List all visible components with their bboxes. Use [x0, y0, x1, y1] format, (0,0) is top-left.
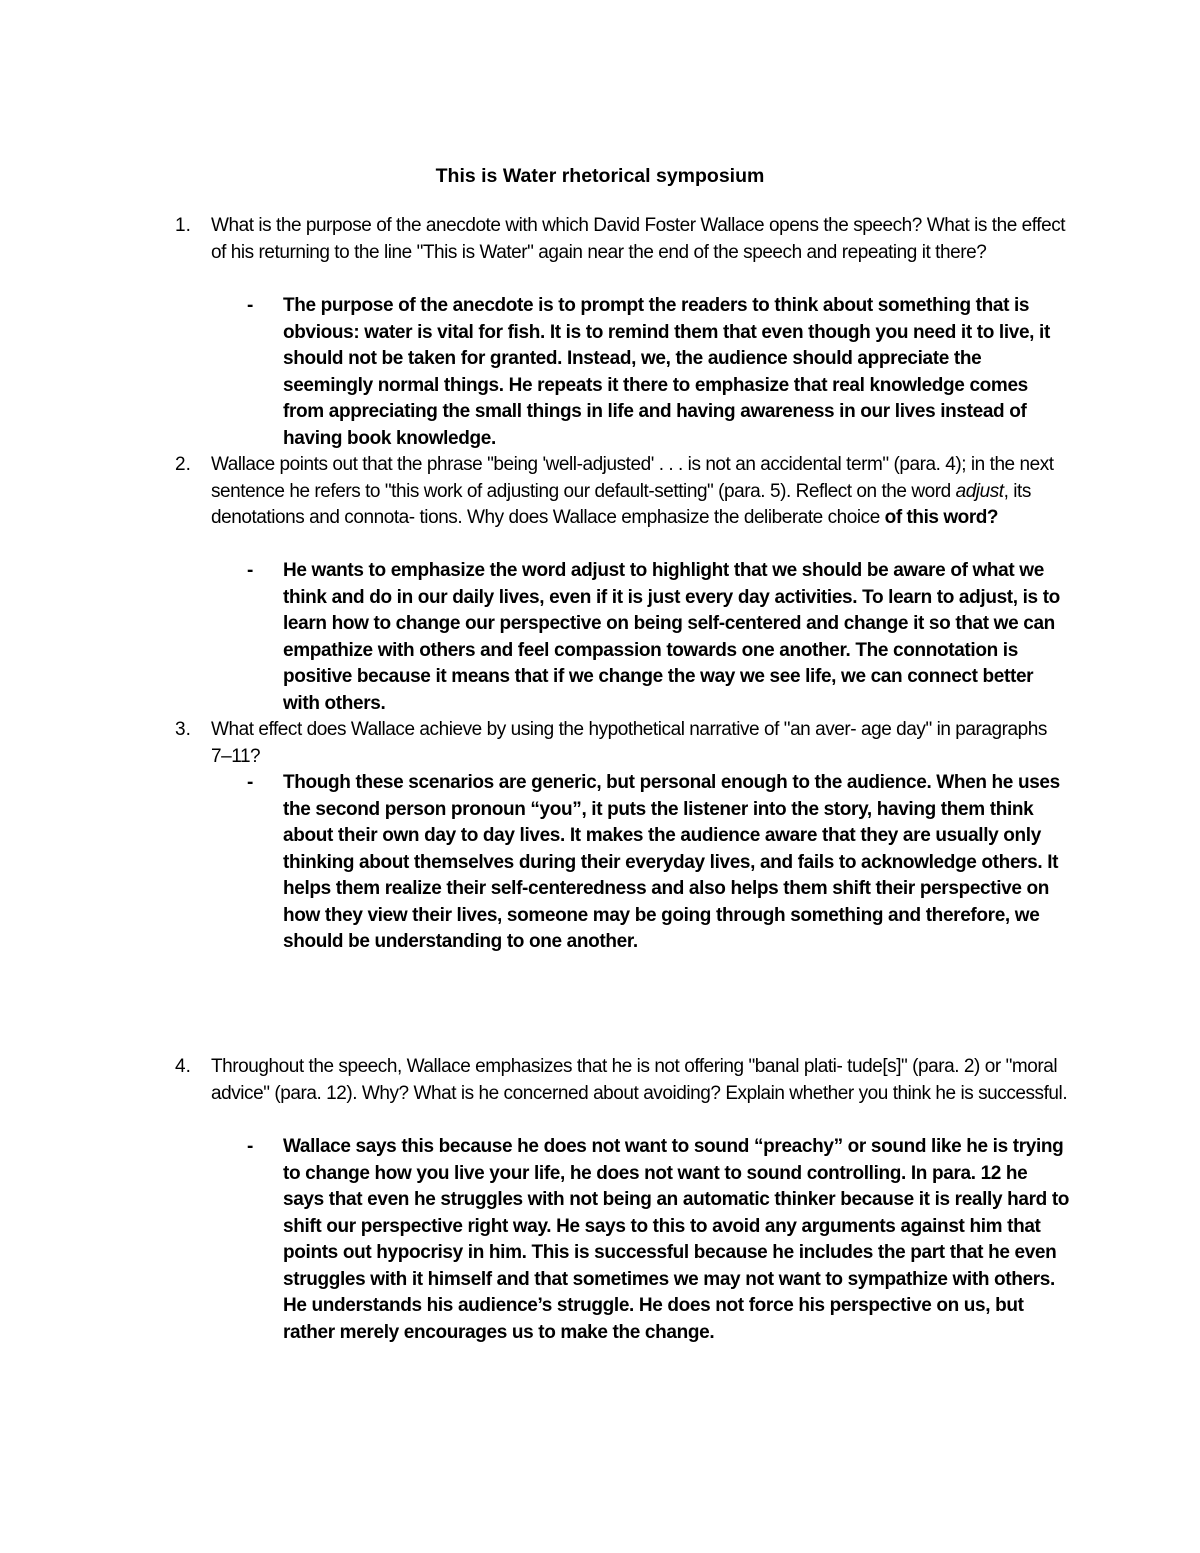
answer-bullet: -: [247, 560, 254, 581]
answer-text: The purpose of the anecdote is to prompt the readers to think about something that is obvious: water is vital for fish. It is to remind them that even though you need it to live, it should not be taken for granted. Instead, we, the audience should appreciate the seemingly normal things. He repeats it there to emphasize that real knowledge comes from appreciating the small things in life and having awareness in our lives instead of having book knowledge.: [283, 295, 1050, 449]
answer-text: He wants to emphasize the word adjust to highlight that we should be aware of what we think and do in our daily lives, even if it is just every day activities. To learn to adjust, is to learn how to change our perspective on being self-centered and change it so that we can empathize with others and feel compassion towards one another. The connotation is positive because it means that if we change the way we see life, we can connect better with others.: [283, 560, 1060, 714]
answer-bullet: -: [247, 295, 254, 316]
question-text: Throughout the speech, Wallace emphasizes that he is not offering "banal plati- tude[s]" (para. 2) or "moral advice" (para. 12). Why? What is he concerned about avoiding? Explain whether you think he is successful.: [211, 1056, 1068, 1104]
question-number: 4.: [175, 1056, 191, 1077]
question-text: What is the purpose of the anecdote with which David Foster Wallace opens the speech? What is the effect of his returning to the line "This is Water" again near the end of the speech and repeating it there?: [211, 215, 1066, 263]
question-number: 2.: [175, 454, 191, 475]
question-text-part: , its denotations and connota- tions. Why does Wallace emphasize the deliberate choice: [211, 480, 1031, 528]
question-text: [211, 452, 1071, 532]
answer-text: Wallace says this because he does not want to sound “preachy” or sound like he is trying to change how you live your life, he does not want to sound controlling. In para. 12 he says that even he struggles with not being an automatic thinker because it is really hard to shift our perspective right way. He says to this to avoid any arguments against him that points out hypocrisy in him. This is successful because he includes the part that he even struggles with it himself and that sometimes we may not want to sympathize with others. He understands his audience’s struggle. He does not force his perspective on us, but rather merely encourages us to make the change.: [283, 1136, 1070, 1343]
question-number: 3.: [175, 719, 191, 740]
question-bold-text: of this word?: [884, 507, 999, 528]
question-text: What effect does Wallace achieve by using the hypothetical narrative of "an aver- age day" in paragraphs 7–11?: [211, 719, 1047, 767]
answer-bullet: -: [247, 1136, 254, 1157]
question-emphasis-word: adjust: [955, 480, 1004, 502]
answer-text: Though these scenarios are generic, but personal enough to the audience. When he uses the second person pronoun “you”, it puts the listener into the story, having them think about their own day to day lives. It makes the audience aware that they are usually only thinking about themselves during their everyday lives, and fails to acknowledge others. It helps them realize their self-centeredness and also helps them shift their perspective on how they view their lives, someone may be going through something and therefore, we should be understanding to one another.: [283, 772, 1060, 952]
question-number: 1.: [175, 215, 191, 236]
question-text-part: Wallace points out that the phrase "being 'well-adjusted' . . . is not an accidental term" (para. 4); in the next sentence he refers to "this work of adjusting our default-setting" (para. 5). Reflect on the word: [211, 454, 1054, 502]
document-title: This is Water rhetorical symposium: [435, 165, 765, 187]
answer-bullet: -: [247, 772, 254, 793]
